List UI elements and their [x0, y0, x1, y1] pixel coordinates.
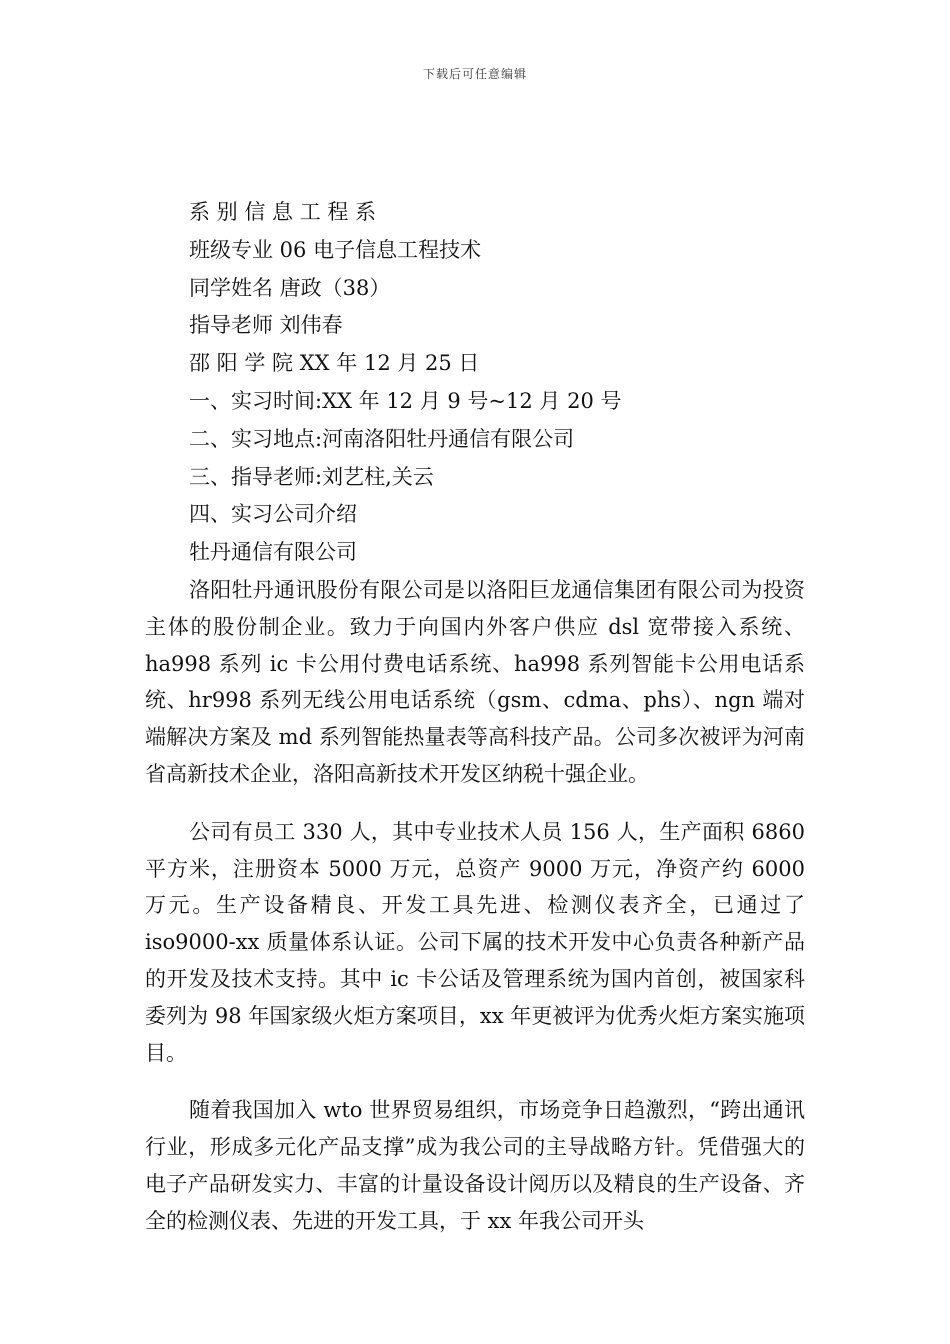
info-line-school-date: 邵 阳 学 院 XX 年 12 月 25 日 [189, 351, 480, 376]
company-name-heading: 牡丹通信有限公司 [189, 540, 357, 565]
info-line-student-name: 同学姓名 唐政（38） [189, 275, 391, 300]
document-body [145, 194, 805, 1261]
section-internship-time: 一、实习时间:XX 年 12 月 9 号~12 月 20 号 [189, 388, 622, 413]
info-line-class-major: 班级专业 06 电子信息工程技术 [189, 237, 482, 262]
info-line-advisor: 指导老师 刘伟春 [189, 313, 343, 338]
paragraph-company-strategy: 随着我国加入 wto 世界贸易组织，市场竞争日趋激烈，“跨出通讯行业，形成多元化产品支撑”成为我公司的主导战略方针。凭借强大的电子产品研发实力、丰富的计量设备设计阅历以及精良的生产设备、齐全的检测仪表、先进的开发工具，于 xx 年我公司开头 [145, 1098, 805, 1233]
page-header-note: 下载后可任意编辑 [422, 67, 527, 81]
paragraph-company-overview: 洛阳牡丹通讯股份有限公司是以洛阳巨龙通信集团有限公司为投资主体的股份制企业。致力于向国内外客户供应 dsl 宽带接入系统、ha998 系列 ic 卡公用付费电话系统、ha998 系列智能卡公用电话系统、hr998 系列无线公用电话系统（gsm、cdma、phs）、ngn 端对端解决方案及 md 系列智能热量表等高科技产品。公司多次被评为河南省高新技术企业，洛阳高新技术开发区纳税十强企业。 [145, 577, 805, 786]
paragraph-company-stats: 公司有员工 330 人，其中专业技术人员 156 人，生产面积 6860 平方米，注册资本 5000 万元，总资产 9000 万元，净资产约 6000 万元。生产设备精良、开发工具先进、检测仪表齐全，已通过了 iso9000-xx 质量体系认证。公司下属的技术开发中心负责各种新产品的开发及技术支持。其中 ic 卡公话及管理系统为国内首创，被国家科委列为 98 年国家级火炬方案项目，xx 年更被评为优秀火炬方案实施项目。 [145, 819, 805, 1065]
section-instructors: 三、指导老师:刘艺柱,关云 [189, 464, 434, 489]
section-internship-location: 二、实习地点:河南洛阳牡丹通信有限公司 [189, 426, 575, 451]
info-line-department: 系 别 信 息 工 程 系 [189, 200, 377, 224]
section-company-intro-heading: 四、实习公司介绍 [189, 502, 357, 527]
